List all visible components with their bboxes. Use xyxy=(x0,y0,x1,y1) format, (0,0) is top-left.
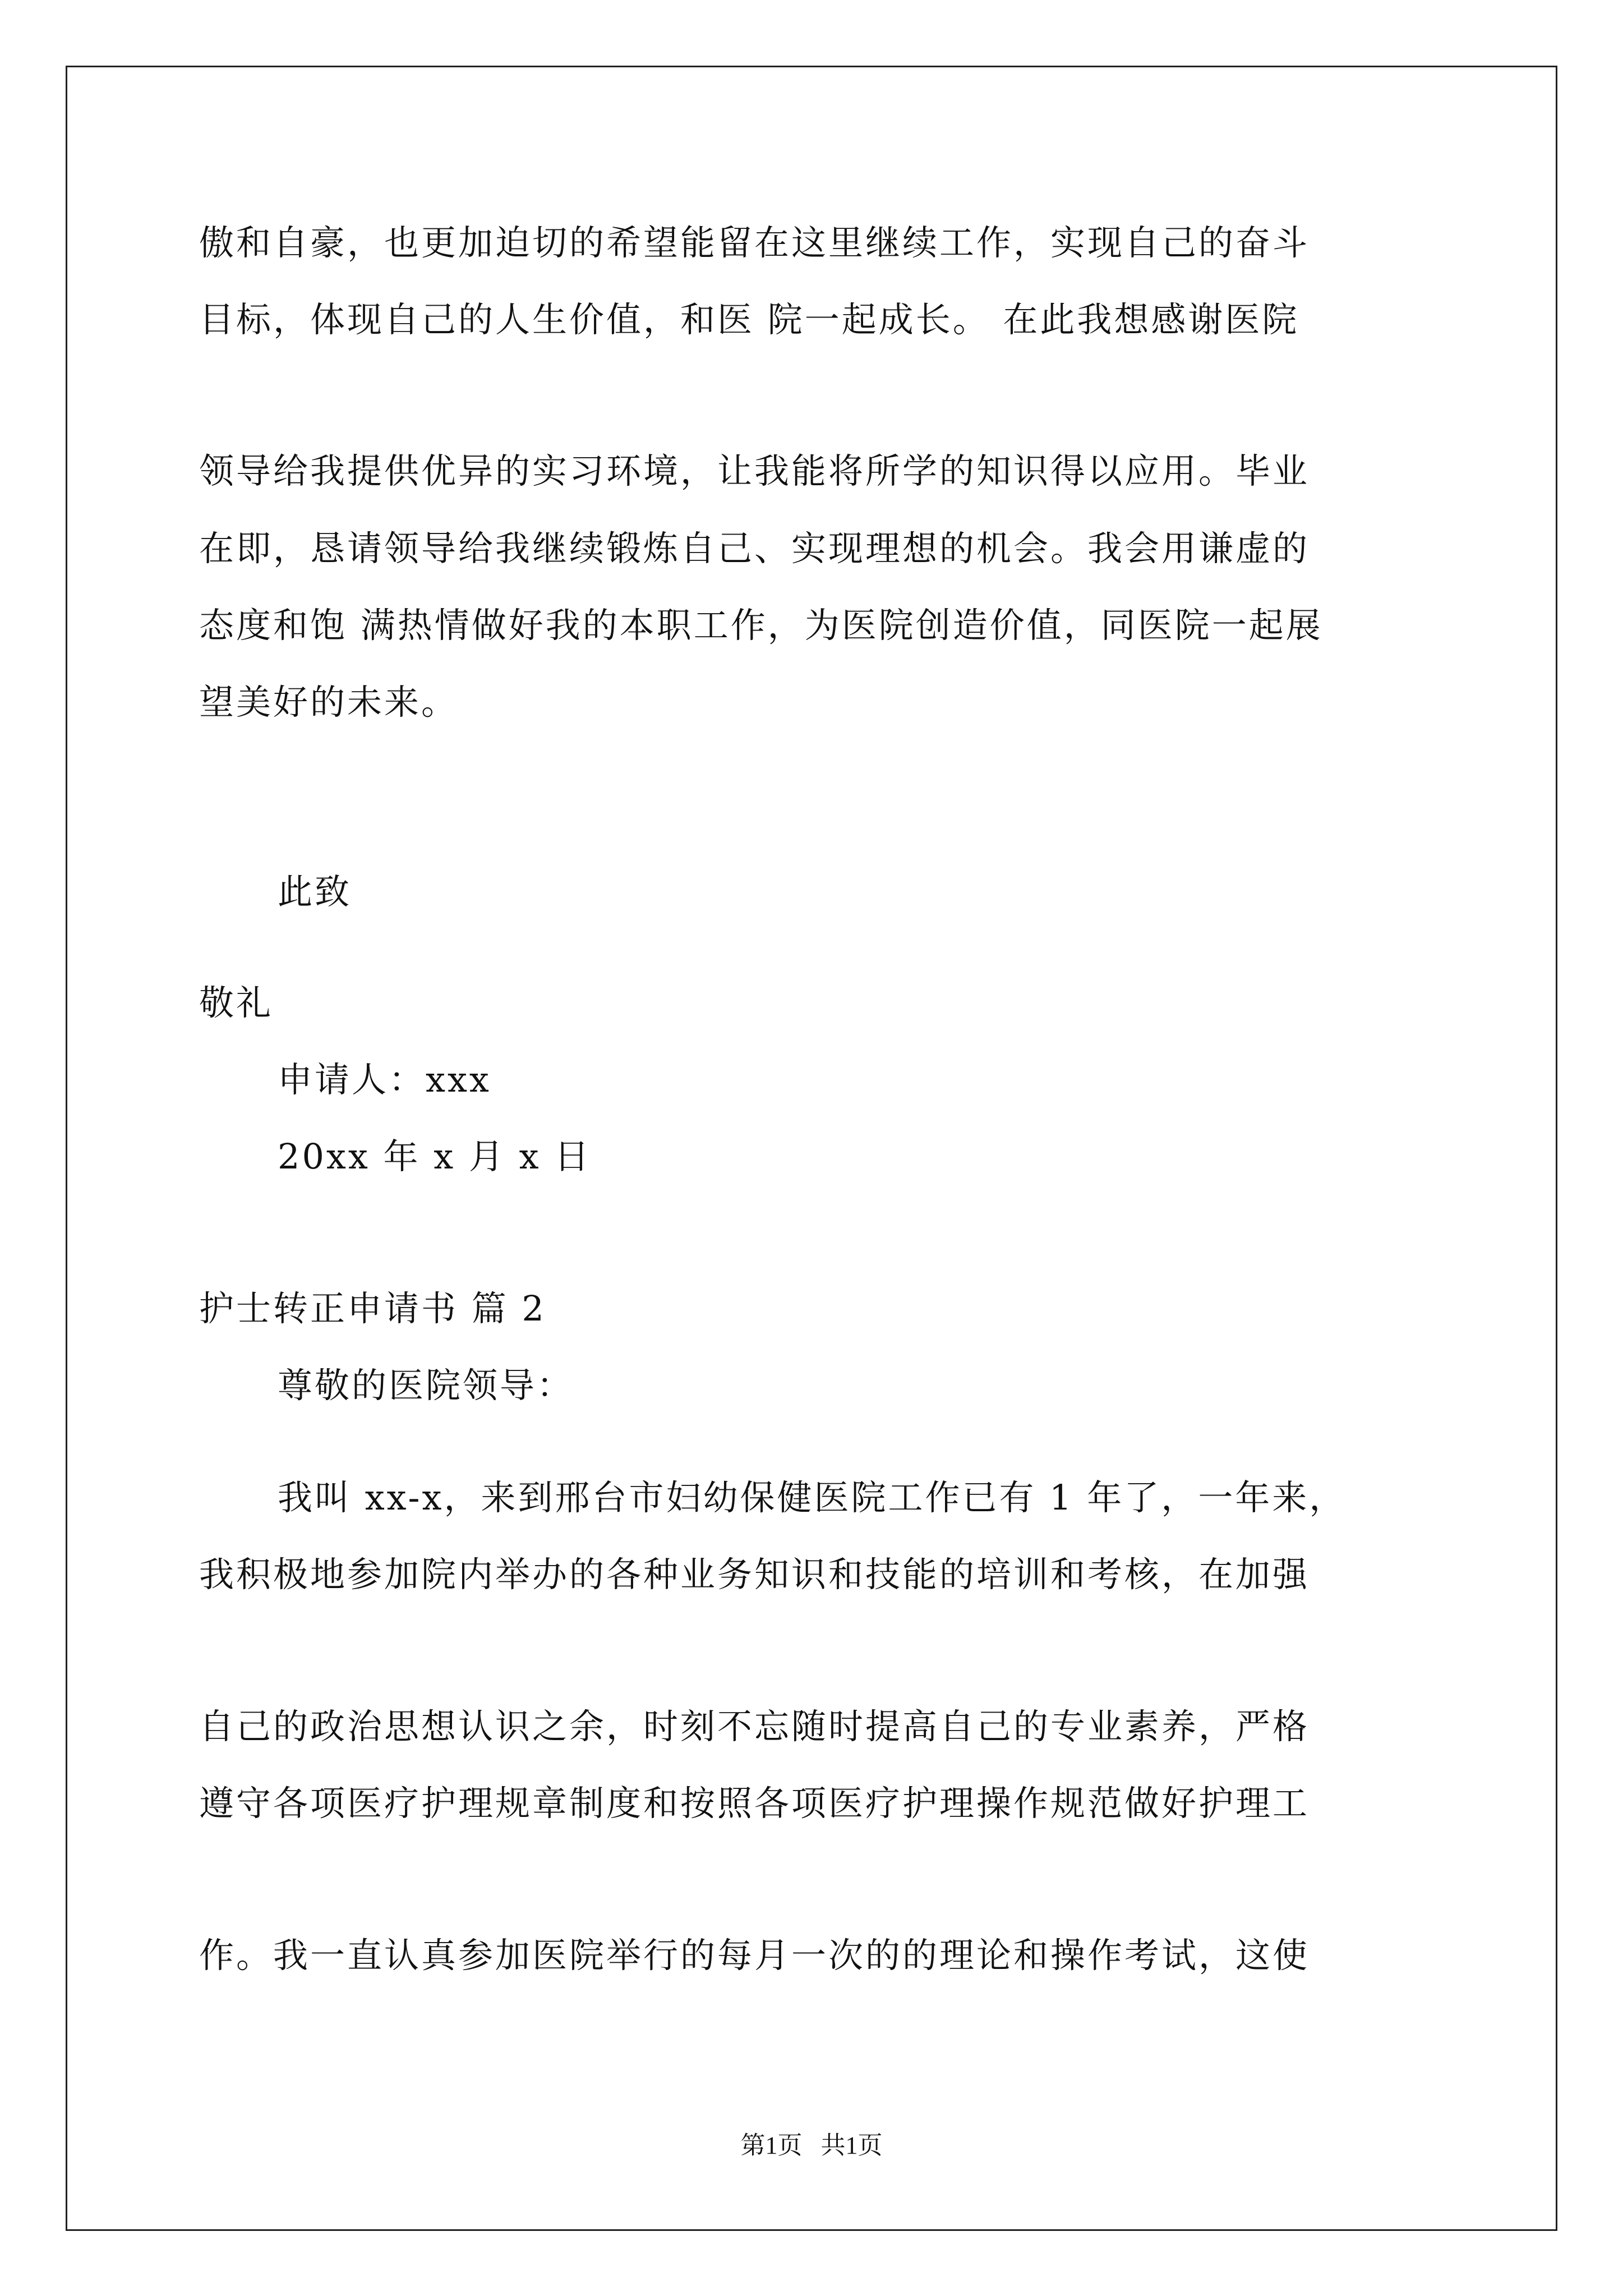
body-line-3: 领导给我提供优异的实习环境，让我能将所学的知识得以应用。毕业 xyxy=(199,450,1310,491)
body-line-11: 作。我一直认真参加医院举行的每月一次的的理论和操作考试，这使 xyxy=(199,1935,1310,1976)
body-line-8: 我积极地参加院内举办的各种业务知识和技能的培训和考核，在加强 xyxy=(199,1554,1310,1595)
body-line-4: 在即，恳请领导给我继续锻炼自己、实现理想的机会。我会用谦虚的 xyxy=(199,528,1310,569)
body-line-1: 傲和自豪，也更加迫切的希望能留在这里继续工作，实现自己的奋斗 xyxy=(199,222,1310,263)
body-line-6: 望美好的未来。 xyxy=(199,682,459,723)
applicant-signature: 申请人：xxx xyxy=(278,1059,491,1100)
body-line-7: 我叫 xx-x，来到邢台市妇幼保健医院工作已有 1 年了，一年来， xyxy=(278,1477,1347,1518)
closing-salutation: 此致 xyxy=(278,871,352,912)
signature-date: 20xx 年 x 月 x 日 xyxy=(278,1136,592,1177)
letter-greeting: 尊敬的医院领导： xyxy=(278,1365,574,1406)
body-line-9: 自己的政治思想认识之余，时刻不忘随时提高自己的专业素养，严格 xyxy=(199,1706,1310,1747)
section-heading: 护士转正申请书 篇 2 xyxy=(199,1288,546,1329)
body-line-10: 遵守各项医疗护理规章制度和按照各项医疗护理操作规范做好护理工 xyxy=(199,1783,1310,1824)
page-footer: 第1页 共1页 xyxy=(740,2132,883,2159)
closing-regards: 敬礼 xyxy=(199,982,274,1023)
body-line-5: 态度和饱 满热情做好我的本职工作，为医院创造价值，同医院一起展 xyxy=(199,605,1323,646)
body-line-2: 目标，体现自己的人生价值，和医 院一起成长。 在此我想感谢医院 xyxy=(199,299,1299,340)
